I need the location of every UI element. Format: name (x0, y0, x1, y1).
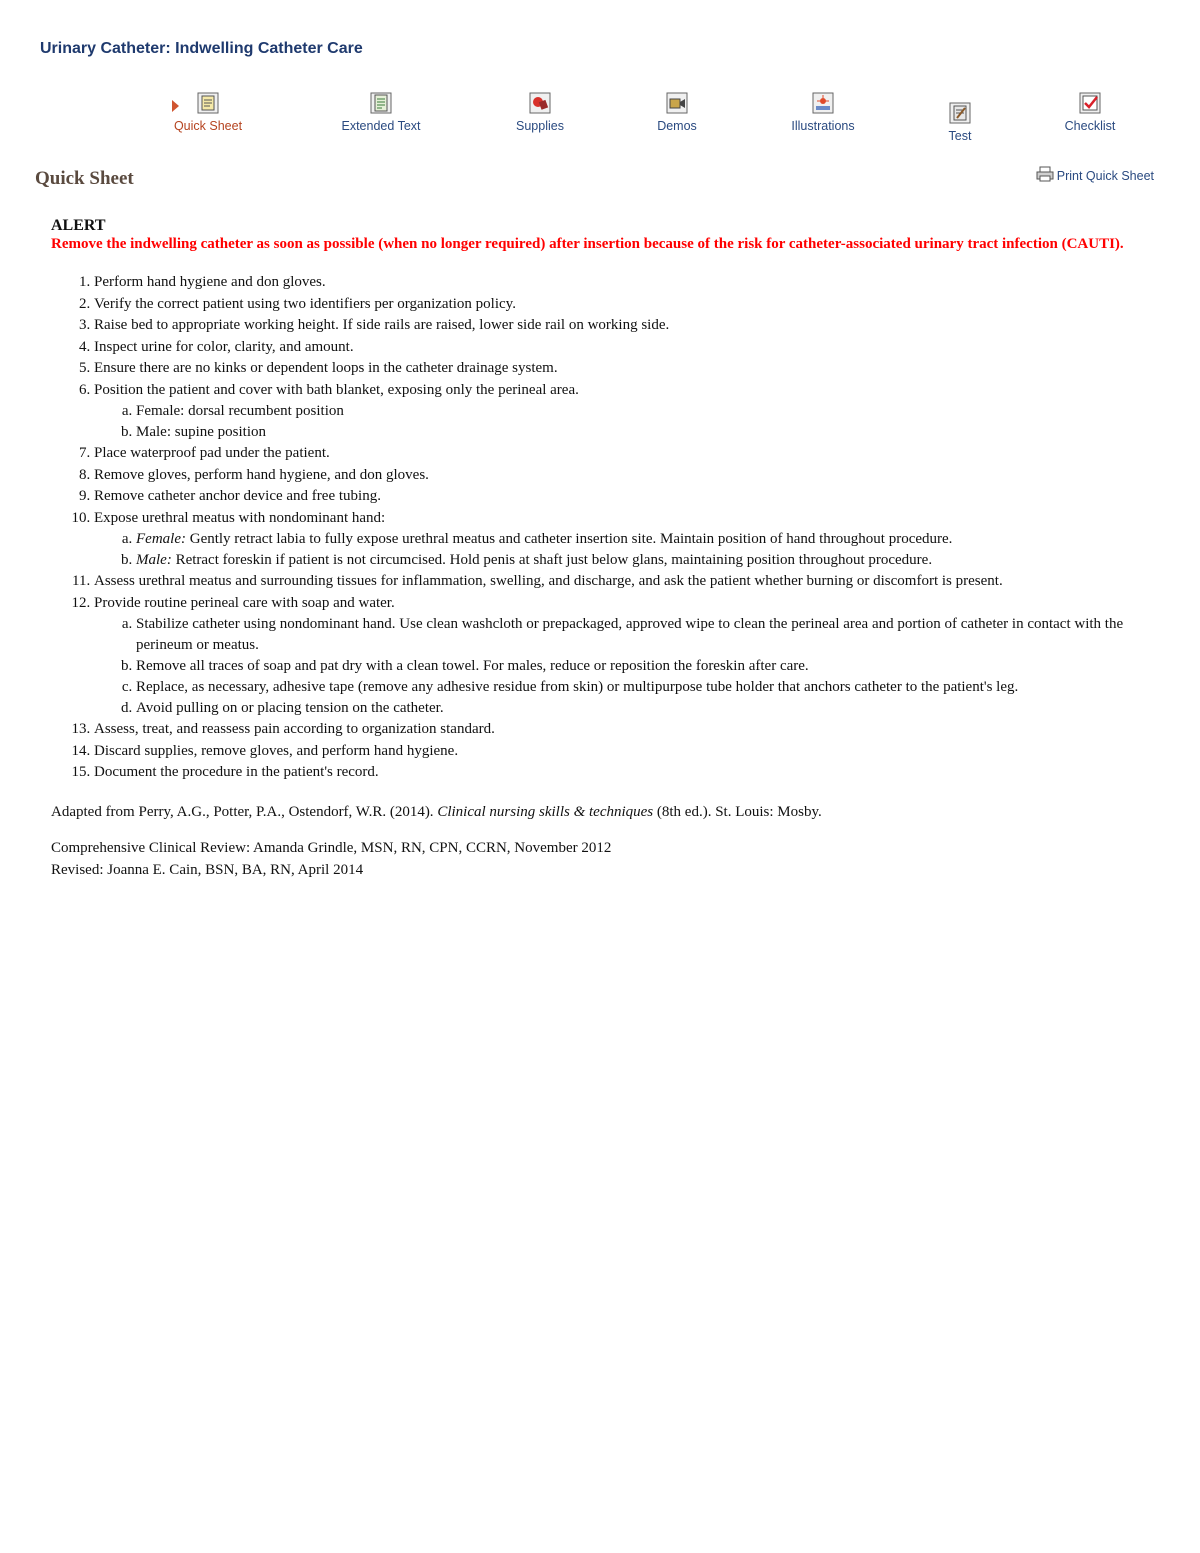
step-text: Place waterproof pad under the patient. (94, 445, 330, 461)
step-text: Ensure there are no kinks or dependent loops in the catheter drainage system. (94, 360, 558, 376)
step-text: Verify the correct patient using two identifiers per organization policy. (94, 295, 516, 312)
step-item (94, 337, 1151, 359)
quick-sheet-content (51, 216, 1151, 881)
tab-label: Quick Sheet (173, 119, 243, 133)
tab-demos[interactable] (617, 92, 737, 133)
tab-label: Extended Text (341, 119, 421, 133)
step-text: Inspect urine for color, clarity, and amount. (94, 338, 354, 355)
sub-step-item (136, 422, 1151, 443)
step-item (94, 272, 1151, 294)
supplies-icon (529, 92, 551, 114)
illustrations-icon (812, 92, 834, 114)
step-text: Position the patient and cover with bath blanket, exposing only the perineal area. (94, 381, 579, 398)
sub-step-item (136, 614, 1151, 656)
sub-step-text: Replace, as necessary, adhesive tape (remove any adhesive residue from skin) or multipurpose tube holder that anchors catheter to the patient's leg. (136, 679, 1019, 695)
sub-step-text: Stabilize catheter using nondominant hand. Use clean washcloth or prepackaged, approved wipe to clean the perineal area and portion of catheter in contact with the perineum or meatus. (136, 616, 1124, 653)
step-text: Provide routine perineal care with soap and water. (94, 594, 395, 611)
step-text: Remove gloves, perform hand hygiene, and don gloves. (94, 466, 429, 483)
print-quick-sheet-link[interactable] (1036, 166, 1154, 183)
sub-step-item (136, 677, 1151, 698)
tab-test[interactable] (900, 102, 1020, 143)
page-title: Urinary Catheter: Indwelling Catheter Care (40, 40, 363, 57)
tab-extended-text[interactable] (321, 92, 441, 133)
alert-heading: ALERT (51, 217, 106, 234)
sub-step-item (136, 656, 1151, 677)
quick-sheet-icon (197, 92, 219, 114)
test-icon (949, 102, 971, 124)
step-text: Perform hand hygiene and don gloves. (94, 274, 326, 290)
step-item (94, 380, 1151, 444)
tab-supplies[interactable] (480, 92, 600, 133)
tab-label: Checklist (1064, 119, 1116, 133)
step-text: Document the procedure in the patient's record. (94, 764, 379, 780)
sub-step-text: Female: dorsal recumbent position (136, 403, 344, 419)
step-item (94, 571, 1151, 593)
tab-label: Demos (657, 119, 697, 133)
reference-book-title: Clinical nursing skills & techniques (437, 803, 654, 820)
sub-steps (94, 401, 1151, 443)
step-text: Discard supplies, remove gloves, and perform hand hygiene. (94, 742, 459, 759)
reference-citation (51, 802, 1151, 824)
demos-icon (666, 92, 688, 114)
section-title: Quick Sheet (35, 168, 134, 189)
step-item (94, 719, 1151, 741)
step-item (94, 486, 1151, 508)
tab-checklist[interactable] (1030, 92, 1150, 133)
sub-step-item (136, 698, 1151, 719)
step-item (94, 508, 1151, 572)
review-credit: Comprehensive Clinical Review: Amanda Grindle, MSN, RN, CPN, CCRN, November 2012 (51, 840, 612, 856)
tab-label: Illustrations (791, 119, 855, 133)
step-text: Expose urethral meatus with nondominant hand: (94, 509, 386, 526)
sub-step-text: Gently retract labia to fully expose urethral meatus and catheter insertion site. Maintain position of hand throughout procedure. (185, 531, 953, 547)
reference-suffix: (8th ed.). St. Louis: Mosby. (653, 803, 822, 820)
alert-text: Remove the indwelling catheter as soon as possible (when no longer required) after insertion because of the risk for catheter-associated urinary tract infection (CAUTI). (51, 236, 1124, 252)
tab-illustrations[interactable] (763, 92, 883, 133)
extended-text-icon (370, 92, 392, 114)
sub-step-label: Male: (136, 552, 172, 568)
step-item (94, 294, 1151, 316)
sub-step-item (136, 401, 1151, 422)
tab-label: Test (948, 129, 972, 143)
sub-step-item (136, 550, 1151, 571)
sub-step-text: Remove all traces of soap and pat dry with a clean towel. For males, reduce or reposition the foreskin after care. (136, 658, 809, 674)
sub-step-item (136, 529, 1151, 550)
active-tab-pointer-icon (172, 100, 179, 112)
sub-steps (94, 614, 1151, 719)
sub-step-text: Male: supine position (136, 424, 266, 440)
checklist-icon (1079, 92, 1101, 114)
step-text: Assess, treat, and reassess pain according to organization standard. (94, 721, 495, 737)
sub-step-text: Retract foreskin if patient is not circumcised. Hold penis at shaft just below glans, maintaining position throughout procedure. (171, 552, 933, 568)
reference-prefix: Adapted from Perry, A.G., Potter, P.A., Ostendorf, W.R. (2014). (51, 803, 438, 820)
tab-bar (0, 0, 1200, 160)
step-item (94, 315, 1151, 337)
credits (51, 838, 1151, 881)
sub-step-text: Avoid pulling on or placing tension on the catheter. (136, 700, 444, 716)
step-text: Remove catheter anchor device and free tubing. (94, 488, 381, 504)
step-text: Raise bed to appropriate working height. If side rails are raised, lower side rail on working side. (94, 317, 670, 333)
tab-label: Supplies (516, 119, 564, 133)
step-item (94, 358, 1151, 380)
printer-icon (1036, 166, 1054, 182)
step-text: Assess urethral meatus and surrounding tissues for inflammation, swelling, and discharge, and ask the patient whether burning or discomfort is present. (94, 573, 1003, 589)
sub-step-label: Female: (136, 531, 186, 547)
sub-steps (94, 529, 1151, 571)
step-item (94, 762, 1151, 784)
step-item (94, 465, 1151, 487)
step-item (94, 741, 1151, 763)
print-quick-sheet-label: Print Quick Sheet (1056, 169, 1154, 183)
step-item (94, 593, 1151, 720)
revised-credit: Revised: Joanna E. Cain, BSN, BA, RN, April 2014 (51, 861, 364, 878)
step-item (94, 443, 1151, 465)
tab-quick-sheet[interactable] (148, 92, 268, 133)
procedure-steps (51, 272, 1151, 784)
